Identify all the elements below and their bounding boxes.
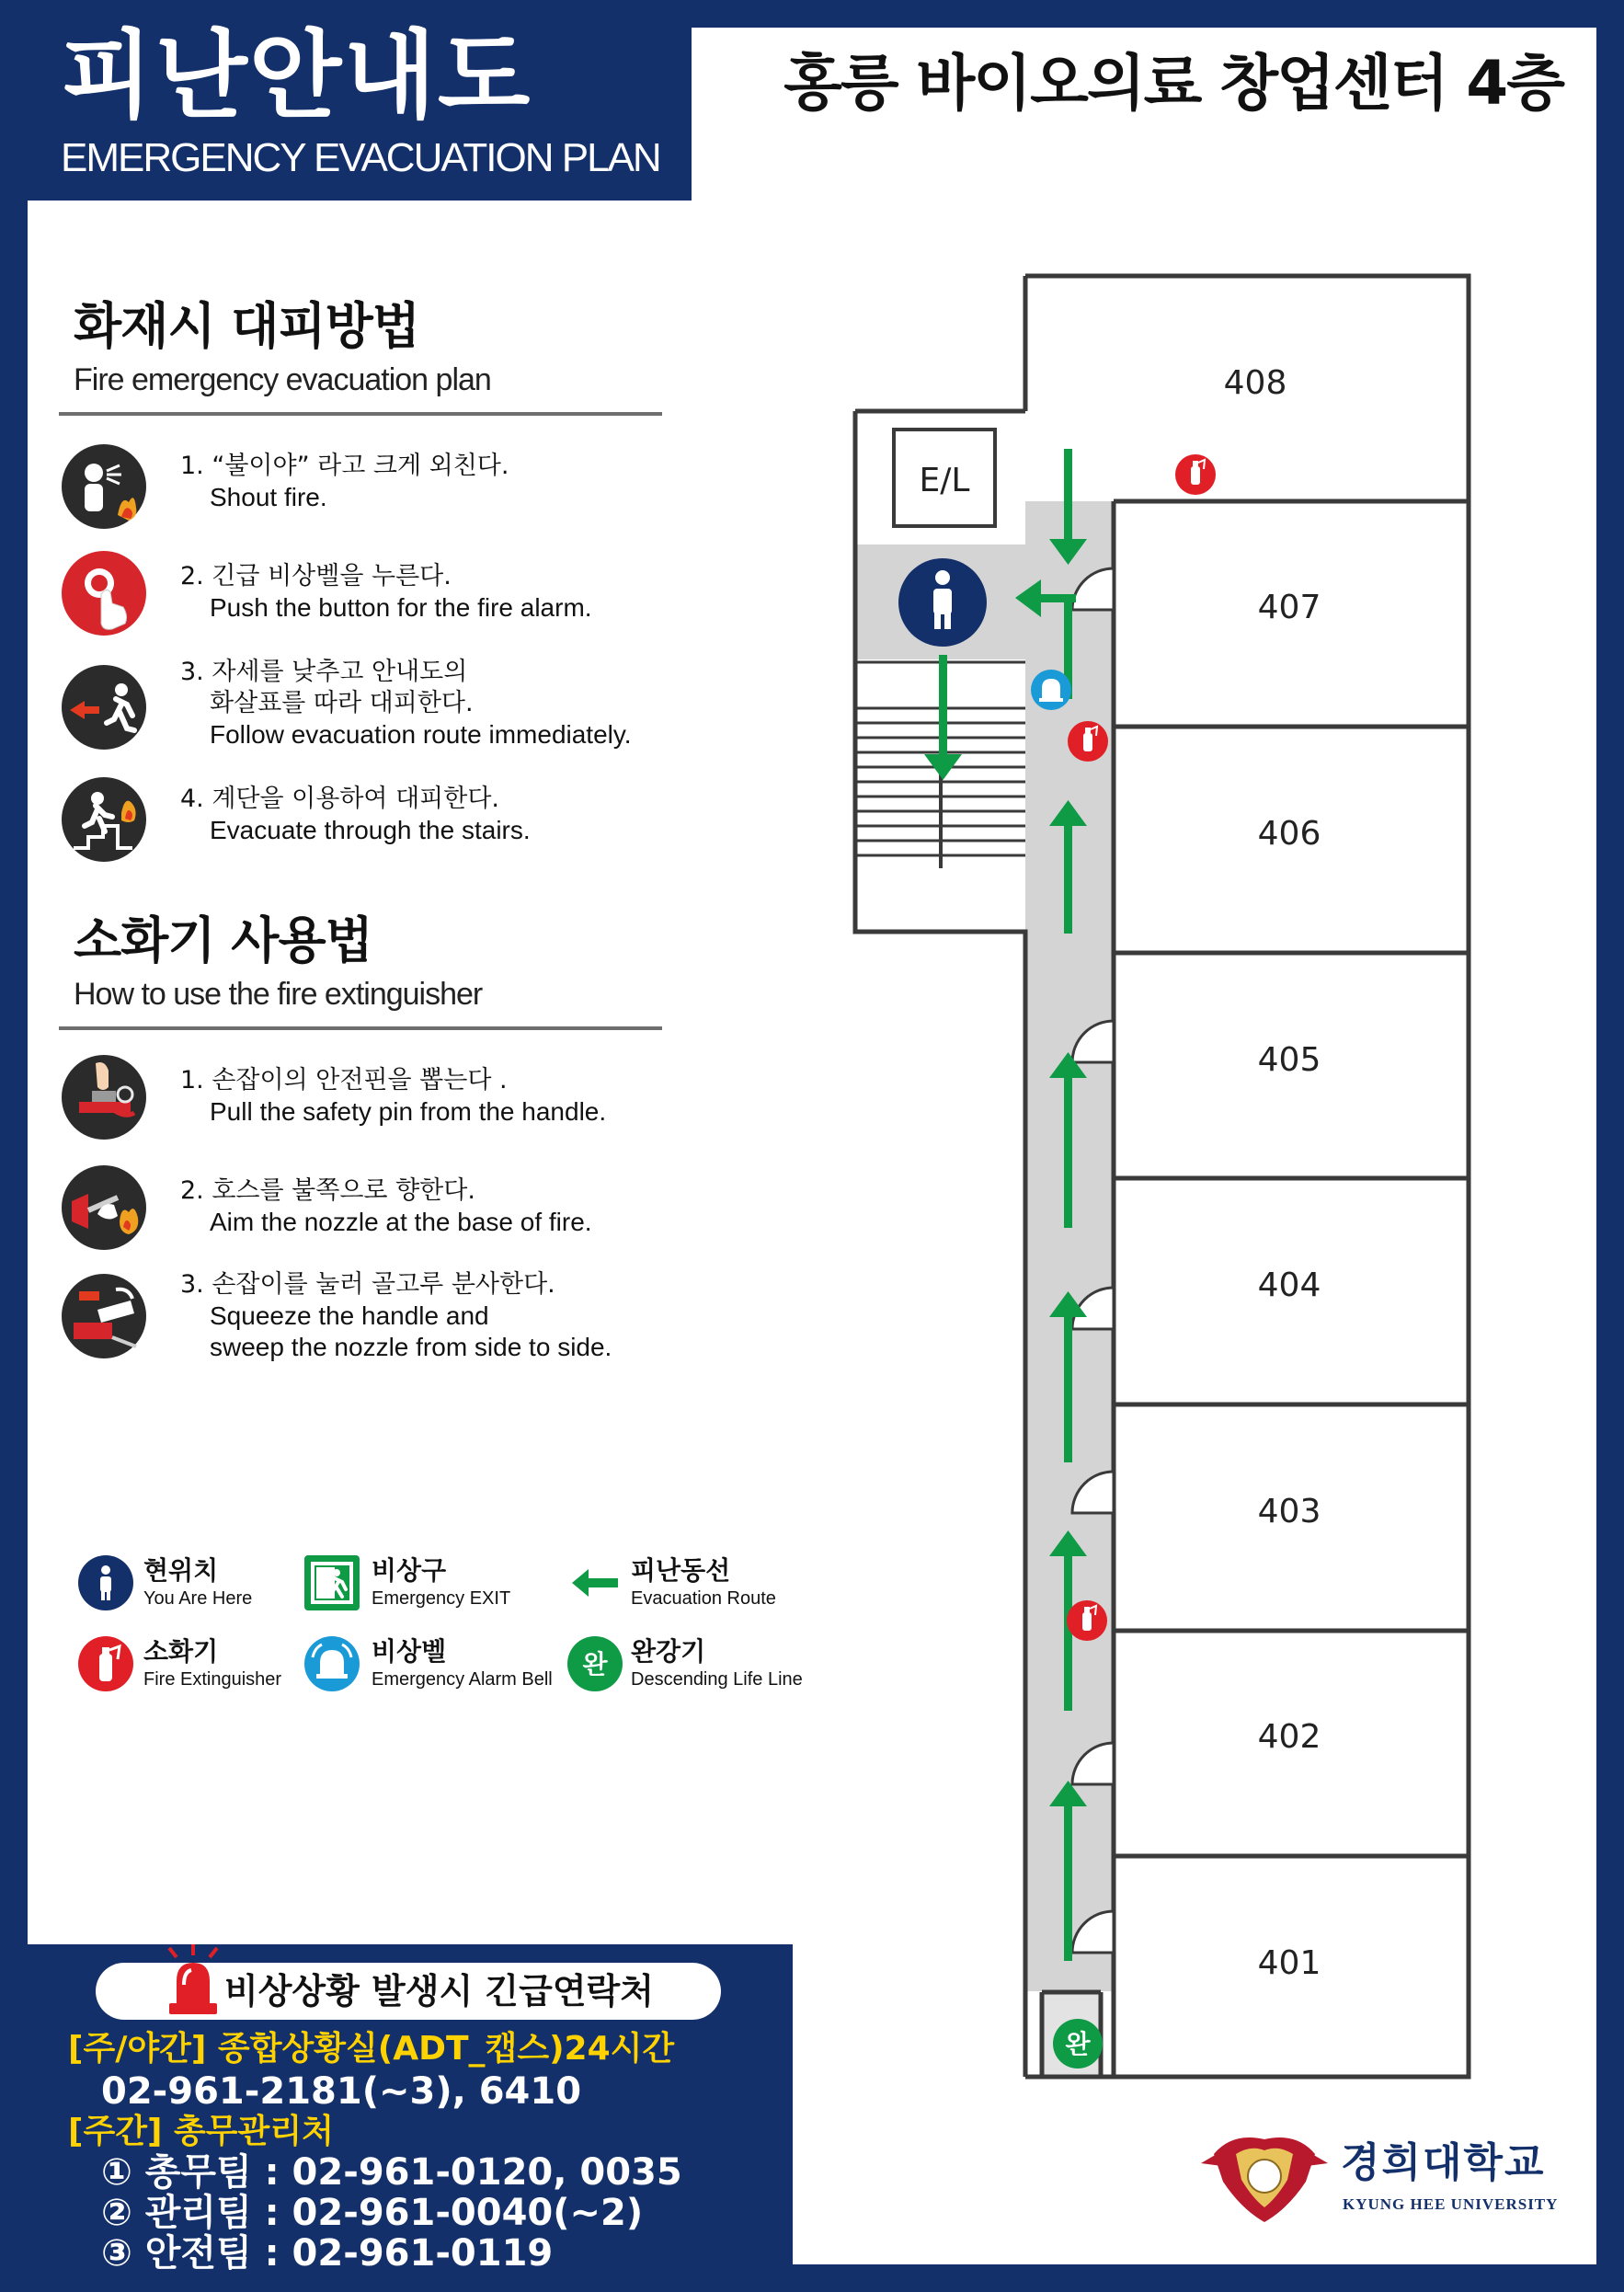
room-408-label: 408 (1223, 364, 1287, 402)
section-divider (59, 1026, 662, 1030)
contact-daytime-label: [주간] 총무관리처 (68, 2113, 334, 2150)
fire-step-1-ko: 1. “불이야” 라고 크게 외친다. (180, 452, 509, 480)
room-labels (1224, 364, 1321, 1982)
contact-safety-team: ③ 안전팀 : 02-961-0119 (101, 2232, 554, 2275)
extinguisher-step-3 (180, 1269, 612, 1363)
lifeline-marker (1053, 2019, 1103, 2069)
extinguisher-marker (1175, 454, 1216, 495)
extinguisher-step-2 (180, 1175, 592, 1238)
fire-step-2-en: Push the button for the fire alarm. (210, 593, 592, 622)
fire-step-2-ko: 2. 긴급 비상벨을 누른다. (180, 562, 452, 590)
lifeline-glyph: 완 (582, 1649, 608, 1679)
room-407-label: 407 (1257, 589, 1321, 626)
university-name-en: KYUNG HEE UNIVERSITY (1343, 2195, 1559, 2213)
extinguisher-step-1-ko: 1. 손잡이의 안전핀을 뽑는다 . (180, 1066, 508, 1094)
aim-nozzle-icon (61, 1164, 147, 1251)
extinguisher-marker (1068, 721, 1108, 762)
shout-icon (61, 443, 147, 530)
extinguisher-marker (1067, 1600, 1107, 1641)
alarm-button-icon (61, 550, 147, 636)
legend-label-ko: 비상벨 (372, 1636, 447, 1667)
extinguisher-step-3-ko: 3. 손잡이를 눌러 골고루 분사한다. (180, 1270, 555, 1299)
legend-label-ko: 소화기 (143, 1636, 219, 1667)
contact-heading-pill (96, 1963, 721, 2020)
room-401-label: 401 (1257, 1944, 1321, 1982)
fire-section-subheading: Fire emergency evacuation plan (74, 362, 491, 397)
room-404-label: 404 (1257, 1266, 1321, 1304)
section-divider (59, 412, 662, 416)
extinguisher-section-heading: 소화기 사용법 (74, 911, 372, 969)
alarm-bell-marker (1031, 670, 1071, 710)
fire-step-1-en: Shout fire. (210, 483, 327, 511)
extinguisher-step-1-en: Pull the safety pin from the handle. (210, 1097, 607, 1126)
fire-step-4-ko: 4. 계단을 이용하여 대피한다. (180, 785, 499, 813)
arrow-left-icon (566, 1554, 623, 1611)
room-402-label: 402 (1257, 1718, 1321, 1756)
fire-step-1 (180, 451, 509, 513)
siren-icon (166, 1944, 221, 2018)
crouch-exit-icon (61, 664, 147, 751)
extinguisher-step-1 (180, 1065, 606, 1128)
extinguisher-icon (77, 1635, 134, 1692)
legend-label-en: Evacuation Route (631, 1588, 776, 1609)
contact-facility-team: ② 관리팀 : 02-961-0040(~2) (101, 2192, 644, 2234)
extinguisher-step-2-ko: 2. 호스를 불쪽으로 향한다. (180, 1176, 475, 1205)
university-name-ko: 경희대학교 (1341, 2139, 1546, 2186)
legend-label-ko: 현위치 (143, 1555, 219, 1586)
extinguisher-section-subheading: How to use the fire extinguisher (74, 977, 483, 1012)
legend-label-en: Emergency Alarm Bell (372, 1669, 553, 1690)
floor-plan (846, 267, 1490, 2088)
fire-step-2 (180, 561, 592, 624)
lifeline-icon (566, 1635, 623, 1692)
bell-icon (303, 1635, 360, 1692)
person-icon (77, 1554, 134, 1611)
fire-step-3-ko-line2: 화살표를 따라 대피한다. (210, 689, 474, 717)
fire-step-3 (180, 657, 632, 751)
title-banner (0, 0, 692, 201)
contact-24h-label: [주/야간] 종합상황실(ADT_캡스)24시간 (68, 2030, 675, 2068)
pull-pin-icon (61, 1054, 147, 1140)
fire-section-heading: 화재시 대피방법 (74, 297, 419, 355)
building-floor-title: 홍릉 바이오의료 창업센터 4층 (783, 48, 1563, 119)
title-english: EMERGENCY EVACUATION PLAN (61, 135, 660, 180)
you-are-here-marker (898, 558, 987, 647)
emergency-contact-panel (28, 1944, 793, 2275)
contact-24h-number: 02-961-2181(~3), 6410 (101, 2070, 582, 2113)
legend-label-ko: 비상구 (372, 1555, 447, 1586)
room-406-label: 406 (1257, 815, 1321, 853)
elevator-label: E/L (919, 462, 970, 499)
legend-label-en: You Are Here (143, 1588, 253, 1609)
legend-label-ko: 피난동선 (631, 1555, 731, 1586)
fire-step-4-en: Evacuate through the stairs. (210, 816, 531, 844)
legend-label-en: Descending Life Line (631, 1669, 803, 1690)
contact-general-affairs: ① 총무팀 : 02-961-0120, 0035 (101, 2151, 682, 2194)
exit-sign-icon (303, 1554, 360, 1611)
fire-step-4 (180, 784, 531, 846)
title-korean: 피난안내도 (61, 19, 532, 132)
fire-step-3-en: Follow evacuation route immediately. (210, 720, 632, 749)
university-emblem (1195, 2126, 1333, 2228)
stairs-escape-icon (61, 776, 147, 863)
extinguisher-step-2-en: Aim the nozzle at the base of fire. (210, 1208, 592, 1236)
contact-heading: 비상상황 발생시 긴급연락처 (224, 1971, 654, 2011)
room-405-label: 405 (1257, 1041, 1321, 1079)
squeeze-handle-icon (61, 1273, 147, 1359)
room-403-label: 403 (1257, 1493, 1321, 1530)
legend-label-en: Emergency EXIT (372, 1588, 511, 1609)
extinguisher-step-3-en-line2: sweep the nozzle from side to side. (210, 1333, 612, 1361)
legend-label-en: Fire Extinguisher (143, 1669, 282, 1690)
fire-step-3-ko: 3. 자세를 낮추고 안내도의 (180, 658, 468, 686)
lifeline-marker-glyph: 완 (1065, 2029, 1091, 2059)
legend-label-ko: 완강기 (631, 1636, 706, 1667)
extinguisher-step-3-en: Squeeze the handle and (210, 1301, 489, 1330)
